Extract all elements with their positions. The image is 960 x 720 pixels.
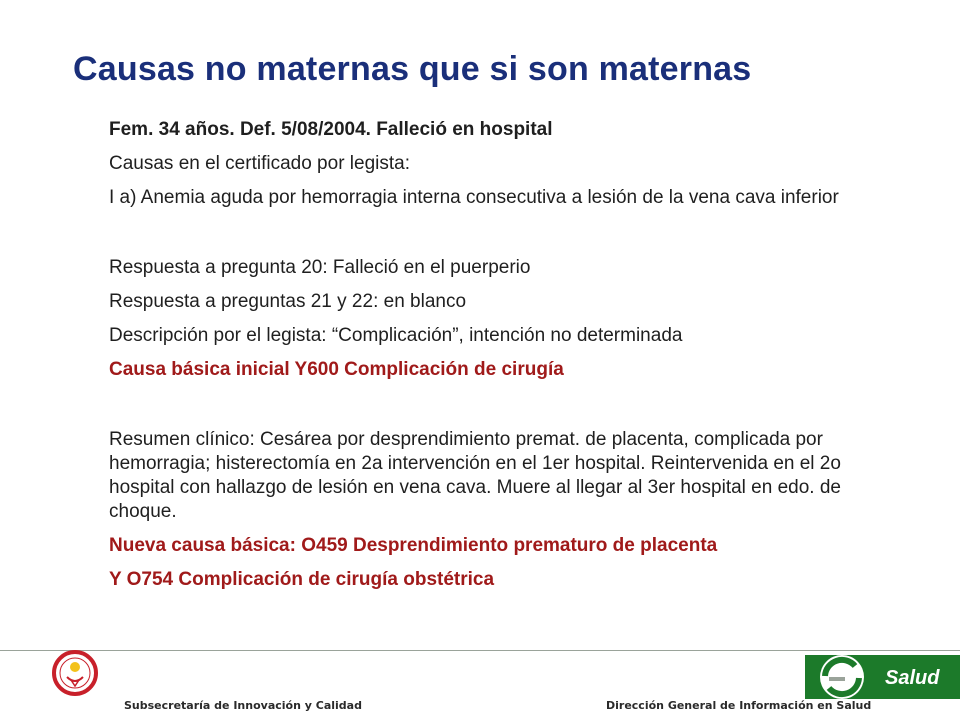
new-basic-cause-2: Y O754 Complicación de cirugía obstétrica	[109, 569, 495, 590]
case-header: Fem. 34 años. Def. 5/08/2004. Falleció en hospital	[109, 119, 553, 140]
seal-logo-icon	[50, 650, 100, 696]
slide-title: Causas no maternas que si son maternas	[73, 50, 752, 88]
footer-right-text: Dirección General de Información en Salud	[606, 699, 872, 712]
footer-left-text: Subsecretaría de Innovación y Calidad	[124, 699, 362, 712]
clinical-summary: Resumen clínico: Cesárea por desprendimiento premat. de placenta, complicada por hemorragia; histerectomía en 2a intervención en el 1er hospital. Reintervenida en el 2o hospital con hallazgo de lesión en vena cava. Muere al llegar al 3er hospital en edo. de choque.	[109, 429, 841, 522]
slide-body	[109, 118, 899, 592]
initial-basic-cause: Causa básica inicial Y600 Complicación de cirugía	[109, 359, 564, 380]
answer-questions-21-22: Respuesta a preguntas 21 y 22: en blanco	[109, 291, 467, 312]
brand-logo-text: Salud	[885, 667, 940, 689]
certificate-causes-label: Causas en el certificado por legista:	[109, 153, 410, 174]
answer-question-20: Respuesta a pregunta 20: Falleció en el puerperio	[109, 257, 531, 278]
certificate-cause-ia: I a) Anemia aguda por hemorragia interna consecutiva a lesión de la vena cava inferior	[109, 187, 839, 208]
legist-description: Descripción por el legista: “Complicación”, intención no determinada	[109, 325, 683, 346]
footer-divider	[0, 650, 960, 651]
new-basic-cause: Nueva causa básica: O459 Desprendimiento prematuro de placenta	[109, 535, 718, 556]
